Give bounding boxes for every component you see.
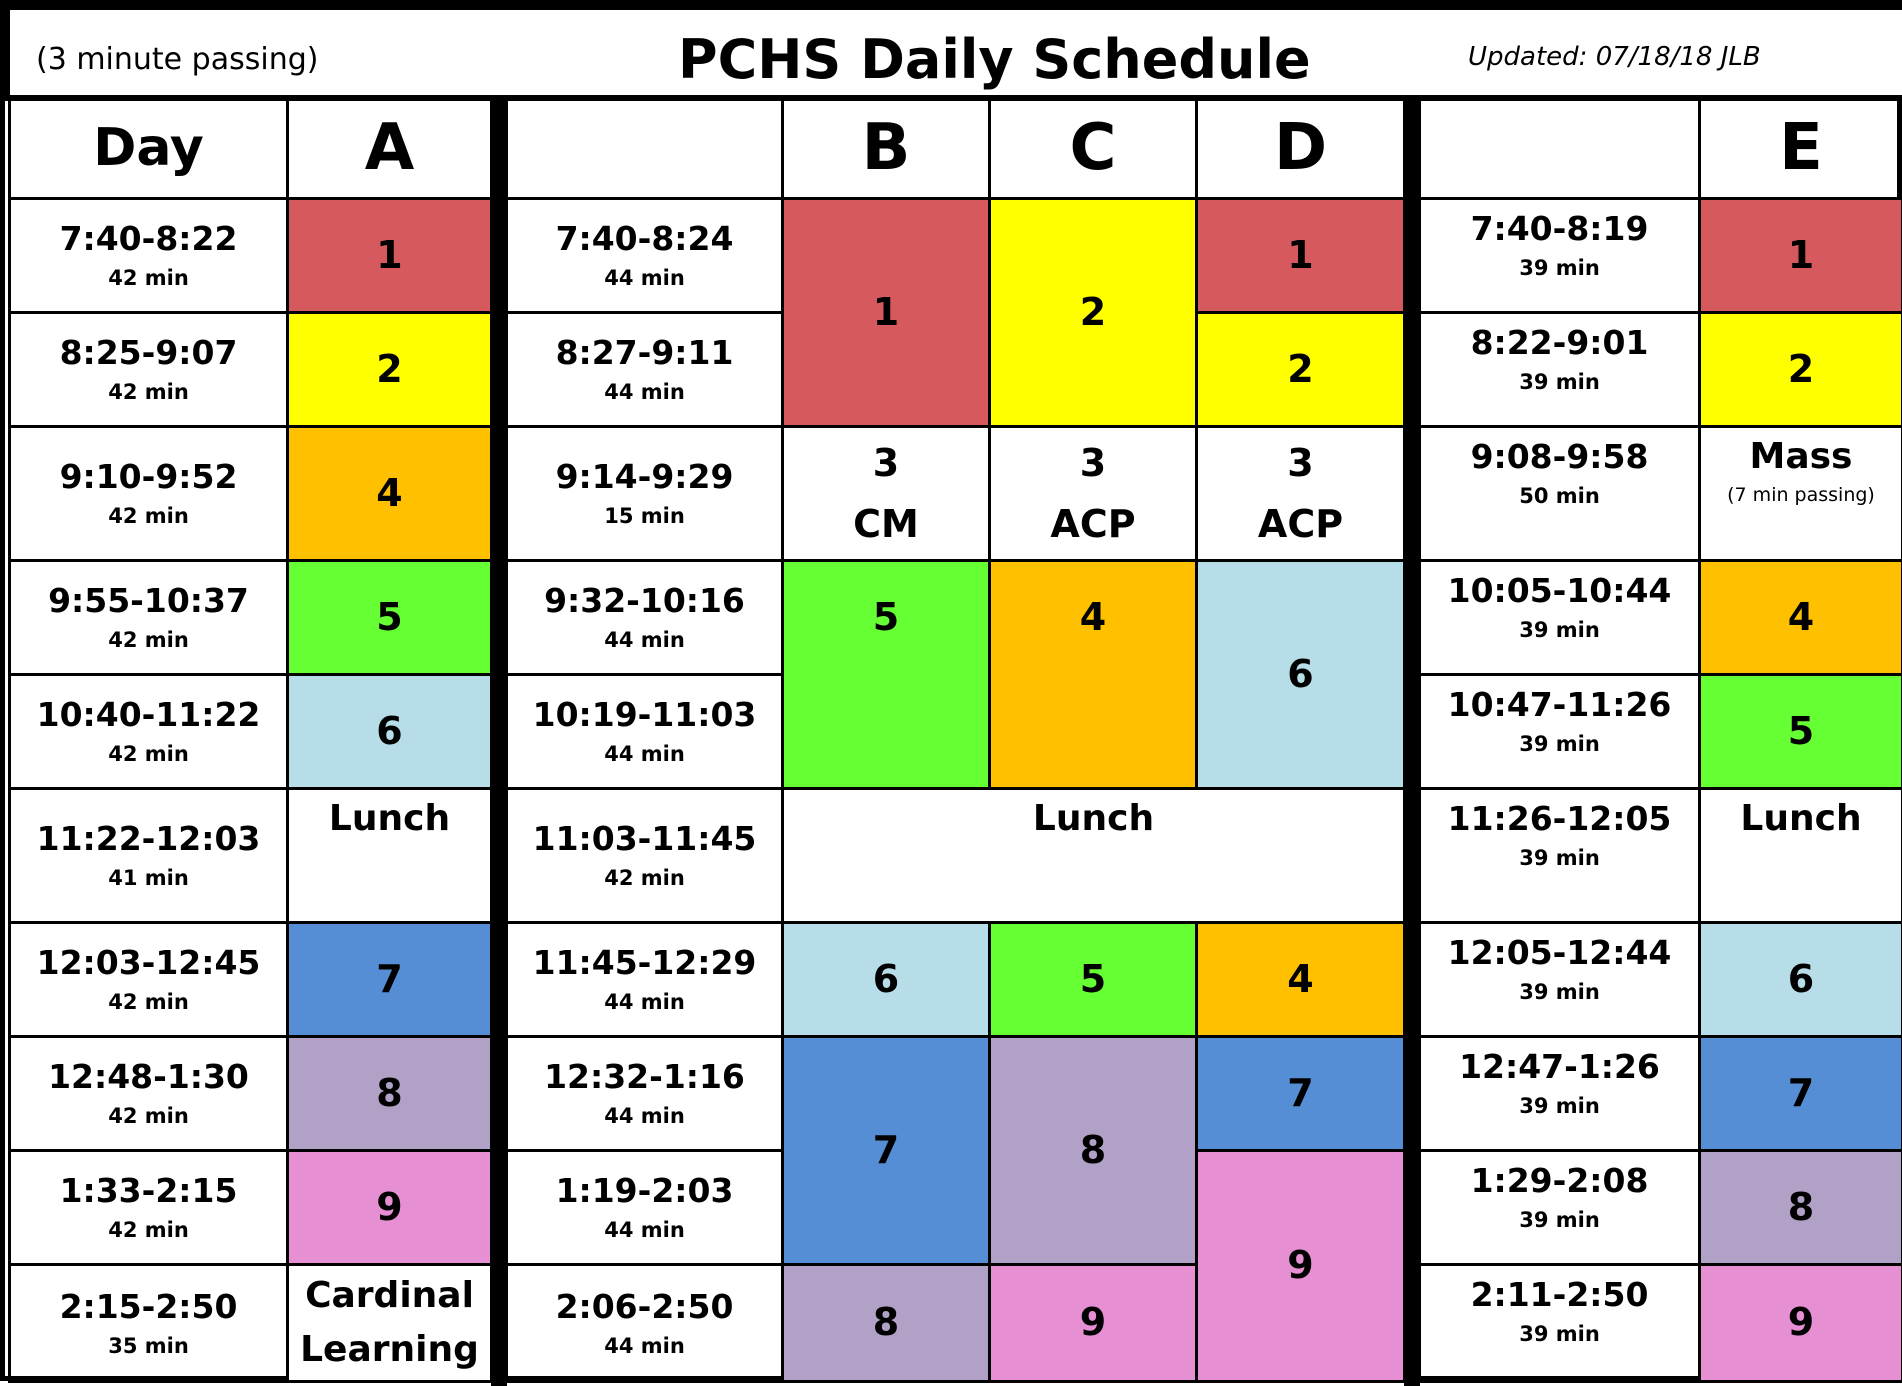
period-label: 6 <box>1787 956 1815 1001</box>
period-label: 1 <box>376 232 403 277</box>
period-label: 8 <box>872 1300 900 1345</box>
duration: 39 min <box>1519 731 1600 756</box>
time-slot <box>505 1263 784 1383</box>
period-label: 4 <box>376 470 403 515</box>
duration: 39 min <box>1519 369 1600 394</box>
duration: 15 min <box>604 504 685 529</box>
period-label: 7 <box>376 956 403 1001</box>
time-slot <box>1418 921 1701 1038</box>
period-cell <box>286 311 493 428</box>
updated-note: Updated: 07/18/18 JLB <box>1468 42 1761 72</box>
period-label: 4 <box>1787 594 1815 639</box>
period-cell-b <box>781 921 991 1038</box>
time-range: 2:06-2:50 <box>555 1286 734 1326</box>
period-label: 3 <box>872 440 900 485</box>
section-divider <box>1404 98 1420 1386</box>
period-cell-d <box>1195 921 1406 1038</box>
time-slot <box>505 425 784 562</box>
time-slot <box>505 197 784 314</box>
schedule-header <box>5 5 1902 101</box>
column-header-label: B <box>861 111 911 186</box>
column-header-d <box>1195 98 1406 200</box>
time-slot <box>1418 1035 1701 1152</box>
period-label: 6 <box>376 708 403 753</box>
period-label: 6 <box>872 956 900 1001</box>
period-cell <box>286 1035 493 1152</box>
duration: 44 min <box>604 1104 685 1129</box>
period-cell <box>286 197 493 314</box>
period-cell-e <box>1698 1149 1902 1266</box>
period-cell-e <box>1698 1263 1902 1383</box>
column-header-label: Day <box>93 118 204 179</box>
column-header-day <box>8 98 289 200</box>
lunch-cell <box>1698 787 1902 924</box>
duration: 44 min <box>604 628 685 653</box>
period-label: 2 <box>1287 346 1314 391</box>
period-label: 3 <box>1287 440 1314 485</box>
time-range: 8:22-9:01 <box>1470 323 1649 362</box>
time-range: 7:40-8:22 <box>59 219 238 259</box>
period-label: 2 <box>1079 289 1107 334</box>
time-range: 9:10-9:52 <box>59 457 238 497</box>
duration: 44 min <box>604 266 685 291</box>
time-range: 10:47-11:26 <box>1447 685 1672 724</box>
lunch-cell-bcd <box>781 787 1406 924</box>
duration: 42 min <box>108 990 189 1015</box>
duration: 42 min <box>108 1104 189 1129</box>
period-cell-b <box>781 1263 991 1383</box>
period-cell-e <box>1698 673 1902 790</box>
column-header-label: A <box>364 111 415 186</box>
duration: 42 min <box>604 866 685 891</box>
period-cell-d-advisory <box>1195 425 1406 562</box>
duration: 42 min <box>108 266 189 291</box>
period-cell-d <box>1195 559 1406 790</box>
period-cell-e <box>1698 311 1902 428</box>
duration: 44 min <box>604 742 685 767</box>
time-range: 8:27-9:11 <box>555 333 734 373</box>
period-label: 2 <box>1787 346 1815 391</box>
period-label: 2 <box>376 346 403 391</box>
time-range: 12:47-1:26 <box>1459 1047 1660 1086</box>
period-cell-b <box>781 197 991 428</box>
period-label: 5 <box>1787 708 1815 753</box>
time-range: 1:19-2:03 <box>555 1171 734 1211</box>
cardinal-learning-cell <box>286 1263 493 1383</box>
mass-passing-note: (7 min passing) <box>1727 484 1875 507</box>
period-label: 4 <box>1079 595 1107 639</box>
period-cell-c <box>988 921 1198 1038</box>
duration: 41 min <box>108 866 189 891</box>
time-slot <box>505 787 784 924</box>
period-label: 5 <box>1079 956 1107 1001</box>
duration: 50 min <box>1519 483 1600 508</box>
time-slot <box>505 559 784 676</box>
period-label: 7 <box>872 1127 900 1172</box>
duration: 39 min <box>1519 617 1600 642</box>
column-header-c <box>988 98 1198 200</box>
section-divider <box>491 98 507 1386</box>
time-slot <box>8 1035 289 1152</box>
time-slot <box>1418 559 1701 676</box>
page-title: PCHS Daily Schedule <box>678 28 1311 91</box>
duration: 39 min <box>1519 1321 1600 1346</box>
period-label: 9 <box>1787 1300 1815 1345</box>
lunch-cell <box>286 787 493 924</box>
column-header-label: C <box>1069 111 1117 186</box>
time-slot <box>8 787 289 924</box>
time-slot <box>8 1263 289 1383</box>
column-header-bcd-time <box>505 98 784 200</box>
duration: 39 min <box>1519 1207 1600 1232</box>
duration: 44 min <box>604 1218 685 1243</box>
period-label: 7 <box>1287 1070 1314 1115</box>
duration: 42 min <box>108 504 189 529</box>
time-slot <box>505 1035 784 1152</box>
duration: 42 min <box>108 742 189 767</box>
column-header-e <box>1698 98 1902 200</box>
period-cell-b <box>781 1035 991 1266</box>
time-range: 1:33-2:15 <box>59 1171 238 1211</box>
period-label: 8 <box>376 1070 403 1115</box>
time-slot <box>1418 425 1701 562</box>
time-range: 12:03-12:45 <box>36 943 261 983</box>
time-slot <box>1418 311 1701 428</box>
time-slot <box>8 559 289 676</box>
column-header-label: E <box>1779 111 1823 186</box>
time-slot <box>8 197 289 314</box>
duration: 39 min <box>1519 255 1600 280</box>
period-cell <box>286 1149 493 1266</box>
period-cell-e <box>1698 559 1902 676</box>
time-range: 11:45-12:29 <box>532 943 757 983</box>
period-cell-b <box>781 559 991 790</box>
period-label: Lunch <box>1032 798 1155 839</box>
period-label: 5 <box>376 594 403 639</box>
time-range: 10:19-11:03 <box>532 695 757 735</box>
period-cell <box>286 425 493 562</box>
duration: 39 min <box>1519 979 1600 1004</box>
period-label: 1 <box>1287 232 1314 277</box>
time-slot <box>1418 1263 1701 1383</box>
time-slot <box>8 425 289 562</box>
period-label: 1 <box>872 289 900 334</box>
period-cell-c <box>988 197 1198 428</box>
period-cell-d <box>1195 311 1406 428</box>
time-range: 11:26-12:05 <box>1447 799 1672 838</box>
period-label: 7 <box>1787 1070 1815 1115</box>
period-cell-e <box>1698 921 1902 1038</box>
period-cell-e <box>1698 197 1902 314</box>
column-header-b <box>781 98 991 200</box>
period-label: Lunch <box>328 798 451 839</box>
time-slot <box>505 311 784 428</box>
cardinal-learning-line: Learning <box>300 1329 479 1370</box>
duration: 42 min <box>108 380 189 405</box>
time-range: 12:32-1:16 <box>544 1057 745 1097</box>
duration: 44 min <box>604 380 685 405</box>
time-range: 9:08-9:58 <box>1470 437 1649 476</box>
column-header-e-time <box>1418 98 1701 200</box>
time-range: 2:15-2:50 <box>59 1286 238 1326</box>
time-slot <box>1418 1149 1701 1266</box>
period-label: 8 <box>1079 1127 1107 1172</box>
duration: 42 min <box>108 1218 189 1243</box>
duration: 39 min <box>1519 1093 1600 1118</box>
period-label: 9 <box>376 1184 403 1229</box>
duration: 39 min <box>1519 845 1600 870</box>
time-slot <box>8 673 289 790</box>
time-range: 12:48-1:30 <box>48 1057 249 1097</box>
time-slot <box>505 1149 784 1266</box>
mass-cell <box>1698 425 1902 562</box>
time-range: 8:25-9:07 <box>59 333 238 373</box>
period-cell-c-advisory <box>988 425 1198 562</box>
period-label: 6 <box>1287 651 1314 696</box>
column-header-a <box>286 98 493 200</box>
time-range: 9:14-9:29 <box>555 457 734 497</box>
period-label: 5 <box>872 595 900 639</box>
period-cell-c <box>988 1035 1198 1266</box>
period-cell-d <box>1195 197 1406 314</box>
period-sublabel: ACP <box>1050 501 1136 546</box>
time-range: 10:40-11:22 <box>36 695 261 735</box>
time-range: 11:22-12:03 <box>36 819 261 859</box>
period-cell-c <box>988 559 1198 790</box>
time-slot <box>505 921 784 1038</box>
time-slot <box>8 921 289 1038</box>
time-range: 7:40-8:19 <box>1470 209 1649 248</box>
period-label: Lunch <box>1740 798 1862 839</box>
duration: 44 min <box>604 990 685 1015</box>
period-label: 8 <box>1787 1184 1815 1229</box>
time-range: 9:32-10:16 <box>544 581 745 621</box>
time-range: 11:03-11:45 <box>532 819 757 859</box>
period-cell <box>286 673 493 790</box>
period-cell-d <box>1195 1035 1406 1152</box>
time-slot <box>8 311 289 428</box>
time-range: 10:05-10:44 <box>1447 571 1672 610</box>
time-range: 12:05-12:44 <box>1447 933 1672 972</box>
period-cell-c <box>988 1263 1198 1383</box>
period-label: Mass <box>1749 436 1853 477</box>
time-slot <box>505 673 784 790</box>
period-sublabel: ACP <box>1257 501 1344 546</box>
period-label: 3 <box>1079 440 1107 485</box>
period-label: 4 <box>1287 956 1314 1001</box>
period-cell-e <box>1698 1035 1902 1152</box>
period-cell <box>286 921 493 1038</box>
period-label: 1 <box>1787 232 1815 277</box>
passing-note: (3 minute passing) <box>36 42 319 77</box>
period-cell-b-advisory <box>781 425 991 562</box>
duration: 42 min <box>108 628 189 653</box>
time-slot <box>1418 197 1701 314</box>
time-range: 2:11-2:50 <box>1470 1275 1649 1314</box>
period-cell <box>286 559 493 676</box>
period-sublabel: CM <box>853 501 919 546</box>
time-slot <box>1418 787 1701 924</box>
time-range: 9:55-10:37 <box>48 581 249 621</box>
time-range: 7:40-8:24 <box>555 219 734 259</box>
period-label: 9 <box>1287 1243 1314 1288</box>
column-header-label: D <box>1273 111 1328 186</box>
duration: 35 min <box>108 1333 189 1358</box>
period-label: 9 <box>1079 1300 1107 1345</box>
time-slot <box>8 1149 289 1266</box>
period-cell-d <box>1195 1149 1406 1383</box>
time-slot <box>1418 673 1701 790</box>
duration: 44 min <box>604 1333 685 1358</box>
cardinal-learning-line: Cardinal <box>305 1275 474 1316</box>
time-range: 1:29-2:08 <box>1470 1161 1649 1200</box>
